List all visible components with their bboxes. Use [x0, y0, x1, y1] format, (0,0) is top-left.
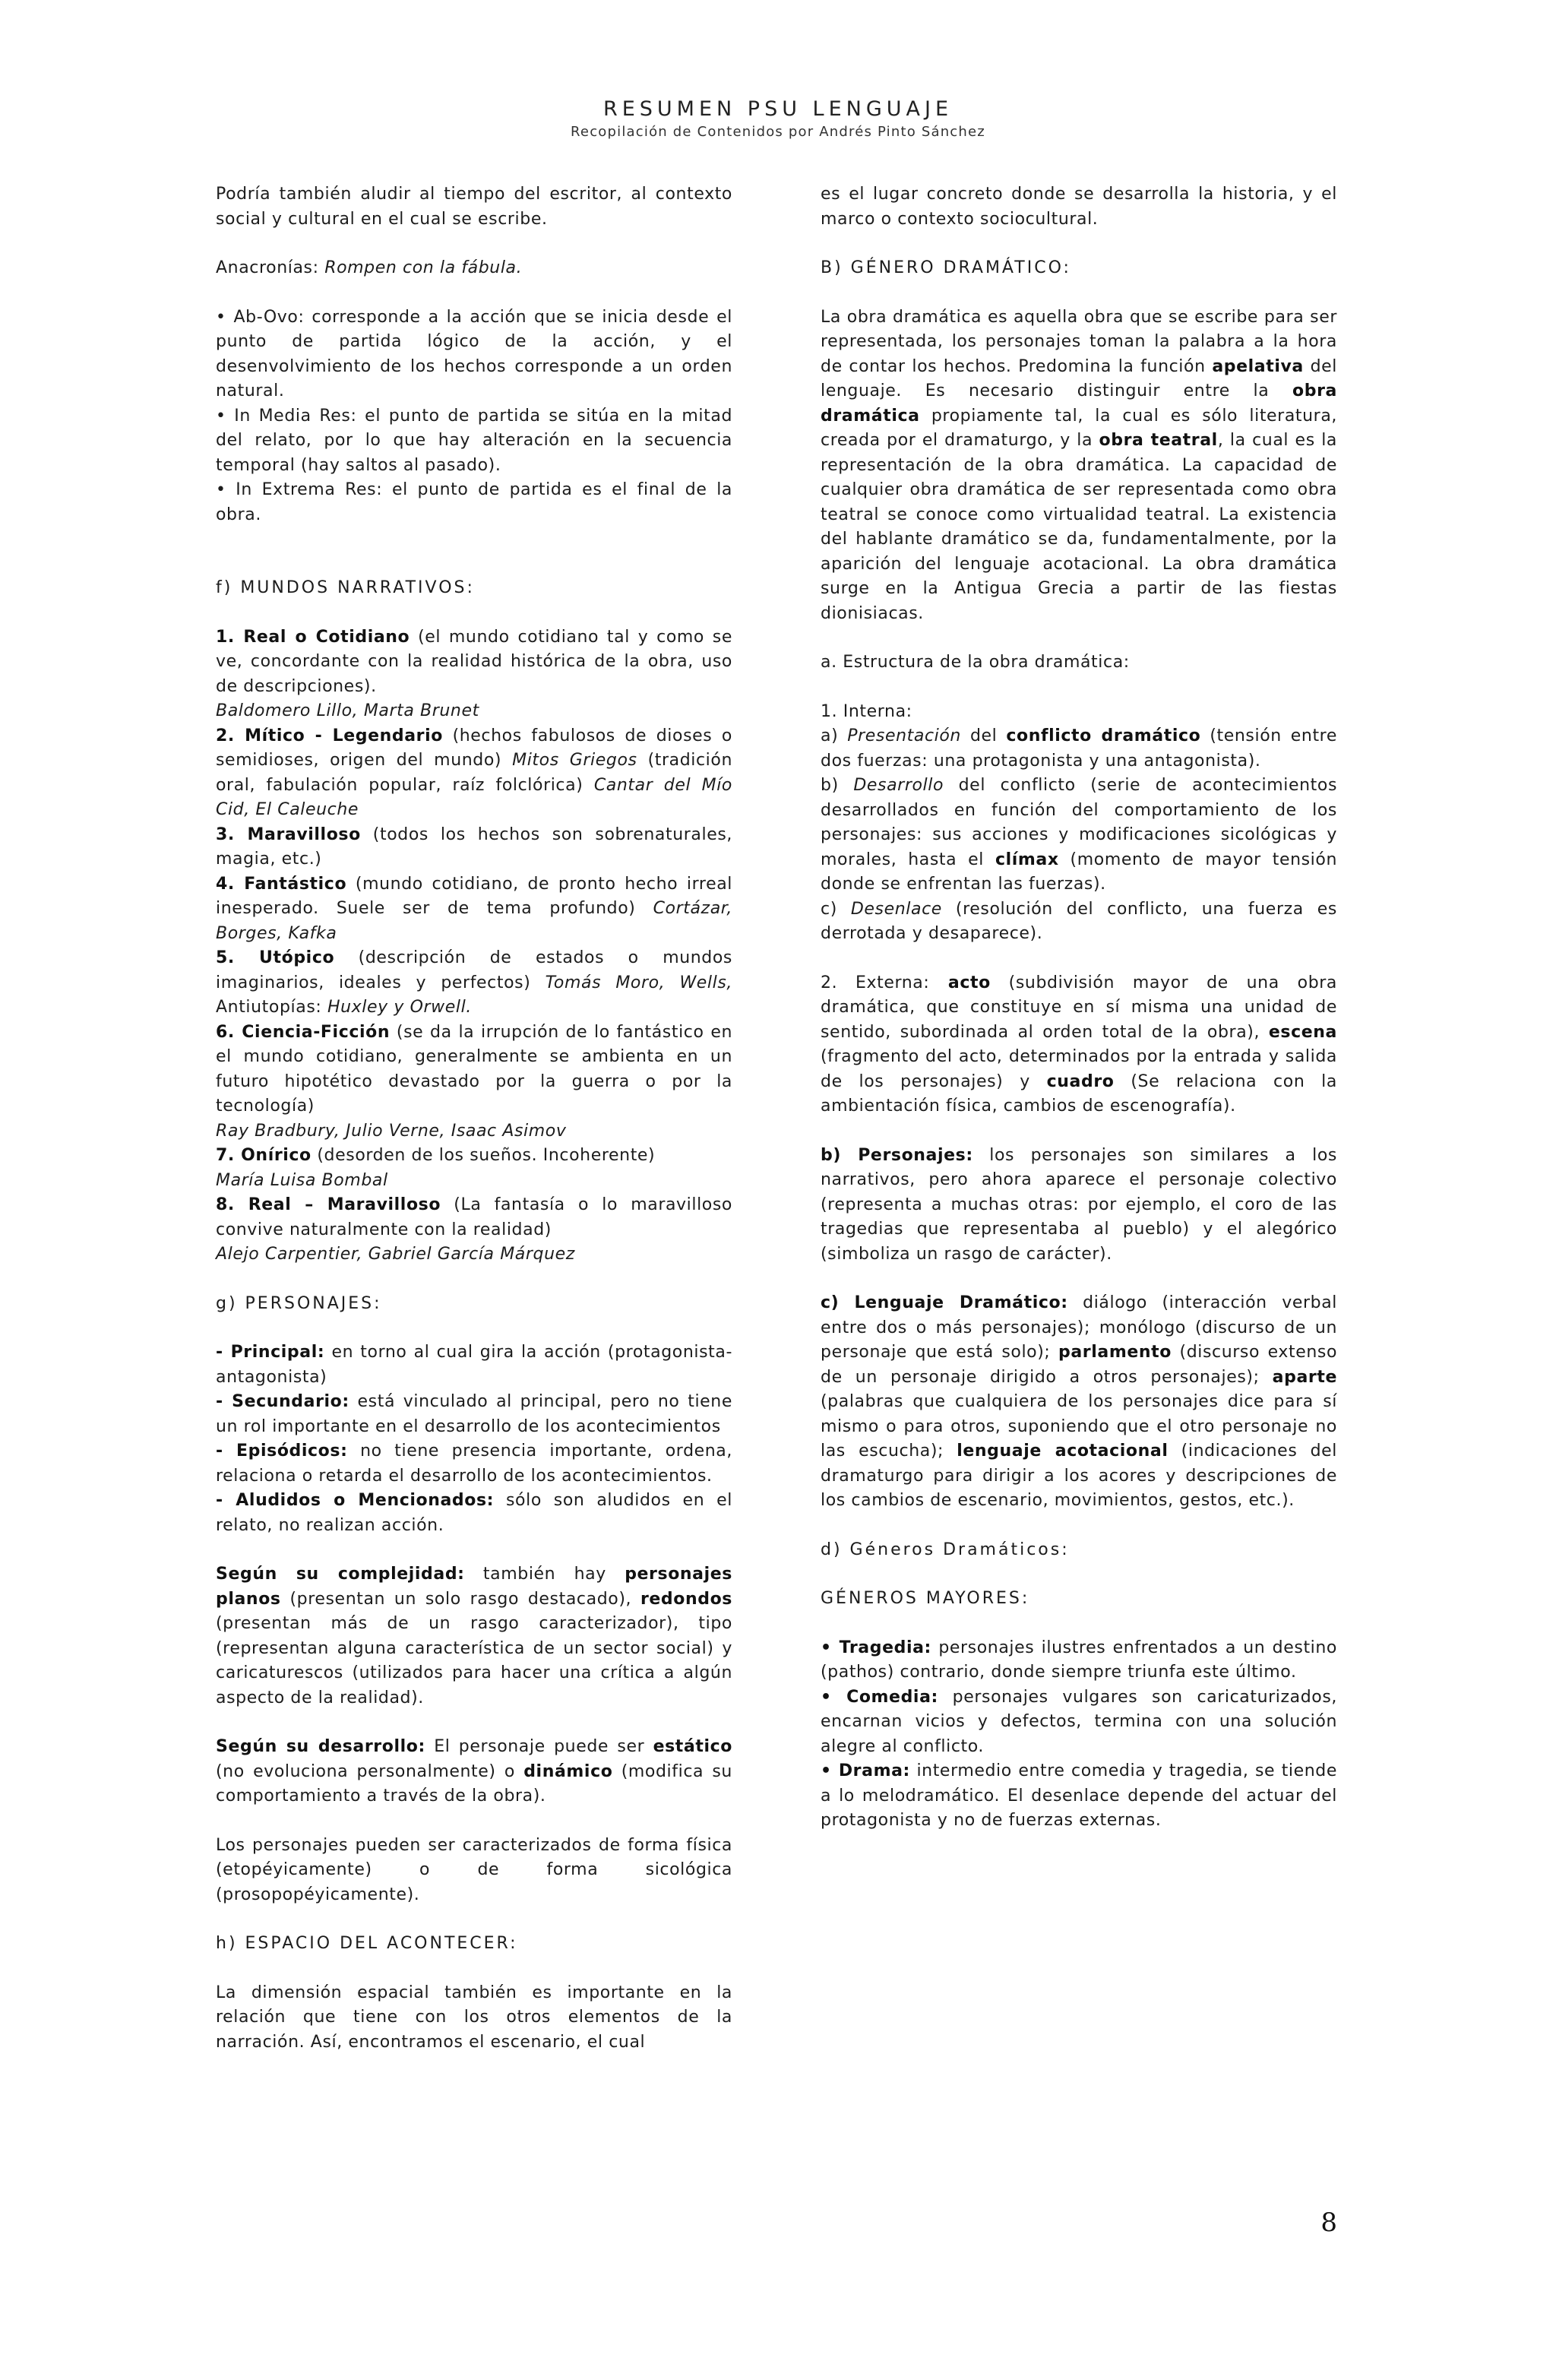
right-column	[821, 182, 1337, 1834]
paragraph: es el lugar concreto donde se desarrolla la historia, y el marco o contexto sociocultural.	[821, 185, 1337, 229]
list-item: • In Media Res: el punto de partida se sitúa en la mitad del relato, por lo que hay alteración en la secuencia temporal (hay saltos al pasado).	[216, 406, 733, 475]
paragraph: Podría también aludir al tiempo del escritor, al contexto social y cultural en el cual se escribe.	[216, 185, 732, 229]
paragraph: b) Personajes: los personajes son similares a los narrativos, pero ahora aparece el personaje colectivo (representa a muchas otras: por ejemplo, el coro de las tragedias que representaba al pueblo) y el alegórico (simboliza un rasgo de carácter).	[821, 1145, 1337, 1264]
list-item: - Episódicos: no tiene presencia importante, ordena, relaciona o retarda el desarrollo de los acontecimientos.	[216, 1442, 732, 1486]
paragraph: Según su complejidad: también hay personajes planos (presentan un solo rasgo destacado), redondos (presentan más de un rasgo caracterizador), tipo (representan alguna característica de un sector social) y caricaturescos (utilizados para hacer una crítica a algún aspecto de la realidad).	[216, 1565, 732, 1707]
document-title: RESUMEN PSU LENGUAJE	[602, 97, 954, 121]
list-item: - Aludidos o Mencionados: sólo son aludidos en el relato, no realizan acción.	[216, 1491, 732, 1535]
section-heading: h) ESPACIO DEL ACONTECER:	[216, 1934, 518, 1953]
list-item: a) Presentación del conflicto dramático (tensión entre dos fuerzas: una protagonista y una antagonista).	[821, 726, 1337, 771]
section-heading: g) PERSONAJES:	[216, 1293, 382, 1313]
list-item: 2. Mítico - Legendario (hechos fabulosos de dioses o semidioses, origen del mundo) Mitos Griegos (tradición oral, fabulación popular, raíz folclórica) Cantar del Mío Cid, El Caleuche	[216, 726, 732, 819]
section-heading: f) MUNDOS NARRATIVOS:	[216, 578, 475, 597]
subsection-heading: 1. Interna:	[821, 701, 912, 721]
author-line: Ray Bradbury, Julio Verne, Isaac Asimov	[216, 1121, 567, 1141]
list-item: 7. Onírico (desorden de los sueños. Incoherente)	[216, 1146, 656, 1165]
list-item: c) Desenlace (resolución del conflicto, una fuerza es derrotada y desaparece).	[821, 899, 1337, 943]
list-item: 4. Fantástico (mundo cotidiano, de pronto hecho irreal inesperado. Suele ser de tema profundo) Cortázar, Borges, Kafka	[216, 874, 732, 943]
author-line: Baldomero Lillo, Marta Brunet	[216, 701, 479, 720]
left-column	[216, 182, 732, 2055]
subsection-heading: d) Géneros Dramáticos:	[821, 1540, 1070, 1559]
term-label: • In Media Res:	[216, 406, 357, 426]
list-item: - Secundario: está vinculado al principal, pero no tiene un rol importante en el desarrollo de los acontecimientos	[216, 1392, 732, 1436]
paragraph: La dimensión espacial también es importante en la relación que tiene con los otros elementos de la narración. Así, encontramos el escenario, el cual	[216, 1983, 732, 2052]
paragraph: 2. Externa: acto (subdivisión mayor de una obra dramática, que constituye en sí misma una unidad de sentido, subordinada al orden total de la obra), escena (fragmento del acto, determinados por la entrada y salida de los personajes) y cuadro (Se relaciona con la ambientación física, cambios de escenografía).	[821, 973, 1337, 1116]
page-number: 8	[1320, 2208, 1337, 2238]
list-item: 3. Maravilloso (todos los hechos son sobrenaturales, magia, etc.)	[216, 824, 732, 869]
list-item: • Drama: intermedio entre comedia y tragedia, se tiende a lo melodramático. El desenlace depende del actuar del protagonista y no de fuerzas externas.	[821, 1761, 1338, 1830]
list-item: 6. Ciencia-Ficción (se da la irrupción de lo fantástico en el mundo cotidiano, generalmente se ambienta en un futuro hipotético devastado por la guerra o por la tecnología)	[216, 1022, 733, 1116]
list-item: 5. Utópico (descripción de estados o mundos imaginarios, ideales y perfectos) Tomás Moro, Wells, Antiutopías: Huxley y Orwell.	[216, 948, 733, 1017]
list-item: 8. Real – Maravilloso (La fantasía o lo maravilloso convive naturalmente con la realidad)	[216, 1195, 732, 1239]
author-line: María Luisa Bombal	[216, 1170, 388, 1190]
list-item: 1. Real o Cotidiano (el mundo cotidiano tal y como se ve, concordante con la realidad histórica de la obra, uso de descripciones).	[216, 627, 732, 696]
term-definition: Rompen con la fábula.	[324, 258, 523, 277]
paragraph: La obra dramática es aquella obra que se escribe para ser representada, los personajes toman la palabra a la hora de contar los hechos. Predomina la función apelativa del lenguaje. Es necesario distinguir entre la obra dramática propiamente tal, la cual es sólo literatura, creada por el dramaturgo, y la obra teatral, la cual es la representación de la obra dramática. La capacidad de cualquier obra dramática de ser representada como obra teatral se conoce como virtualidad teatral. La existencia del hablante dramático se da, fundamentalmente, por la aparición del lenguaje acotacional. La obra dramática surge en la Antigua Grecia a partir de las fiestas dionisiacas.	[821, 307, 1337, 623]
author-line: Alejo Carpentier, Gabriel García Márquez	[216, 1245, 575, 1264]
term-label: Anacronías:	[216, 258, 319, 277]
paragraph: Los personajes pueden ser caracterizados de forma física (etopéyicamente) o de forma sicológica (prosopopéyicamente).	[216, 1835, 732, 1904]
list-item: • Tragedia: personajes ilustres enfrentados a un destino (pathos) contrario, donde siempre triunfa este último.	[821, 1638, 1337, 1682]
paragraph: c) Lenguaje Dramático: diálogo (interacción verbal entre dos o más personajes); monólogo (discurso de un personaje que está solo); parlamento (discurso extenso de un personaje dirigido a otros personajes); aparte (palabras que cualquiera de los personajes dice para sí mismo o para otros, suponiendo que el otro personaje no las escucha); lenguaje acotacional (indicaciones del dramaturgo para dirigir a los acores y descripciones de los cambios de escenario, movimientos, gestos, etc.).	[821, 1293, 1337, 1510]
list-item: • In Extrema Res: el punto de partida es el final de la obra.	[216, 480, 732, 524]
anacronias-line	[216, 256, 732, 281]
list-item: • Comedia: personajes vulgares son caricaturizados, encarnan vicios y defectos, termina con una solución alegre al conflicto.	[821, 1687, 1338, 1756]
term-label: • Ab-Ovo:	[216, 307, 305, 327]
term-label: • In Extrema Res:	[216, 480, 383, 499]
document-subtitle: Recopilación de Contenidos por Andrés Pinto Sánchez	[571, 124, 985, 140]
subsection-heading: GÉNEROS MAYORES:	[821, 1589, 1030, 1608]
list-item: • Ab-Ovo: corresponde a la acción que se inicia desde el punto de partida lógico de la acción, y el desenvolvimiento de los hechos corresponde a un orden natural.	[216, 307, 732, 400]
page-header	[0, 97, 1556, 140]
list-item: b) Desarrollo del conflicto (serie de acontecimientos desarrollados en función del comportamiento de los personajes: sus acciones y modificaciones sicológicas y morales, hasta el clímax (momento de mayor tensión donde se enfrentan las fuerzas).	[821, 776, 1338, 894]
paragraph: Según su desarrollo: El personaje puede ser estático (no evoluciona personalmente) o dinámico (modifica su comportamiento a través de la obra).	[216, 1737, 732, 1806]
list-item: - Principal: en torno al cual gira la acción (protagonista-antagonista)	[216, 1343, 732, 1387]
subsection-heading: a. Estructura de la obra dramática:	[821, 653, 1130, 672]
section-heading: B) GÉNERO DRAMÁTICO:	[821, 258, 1071, 277]
